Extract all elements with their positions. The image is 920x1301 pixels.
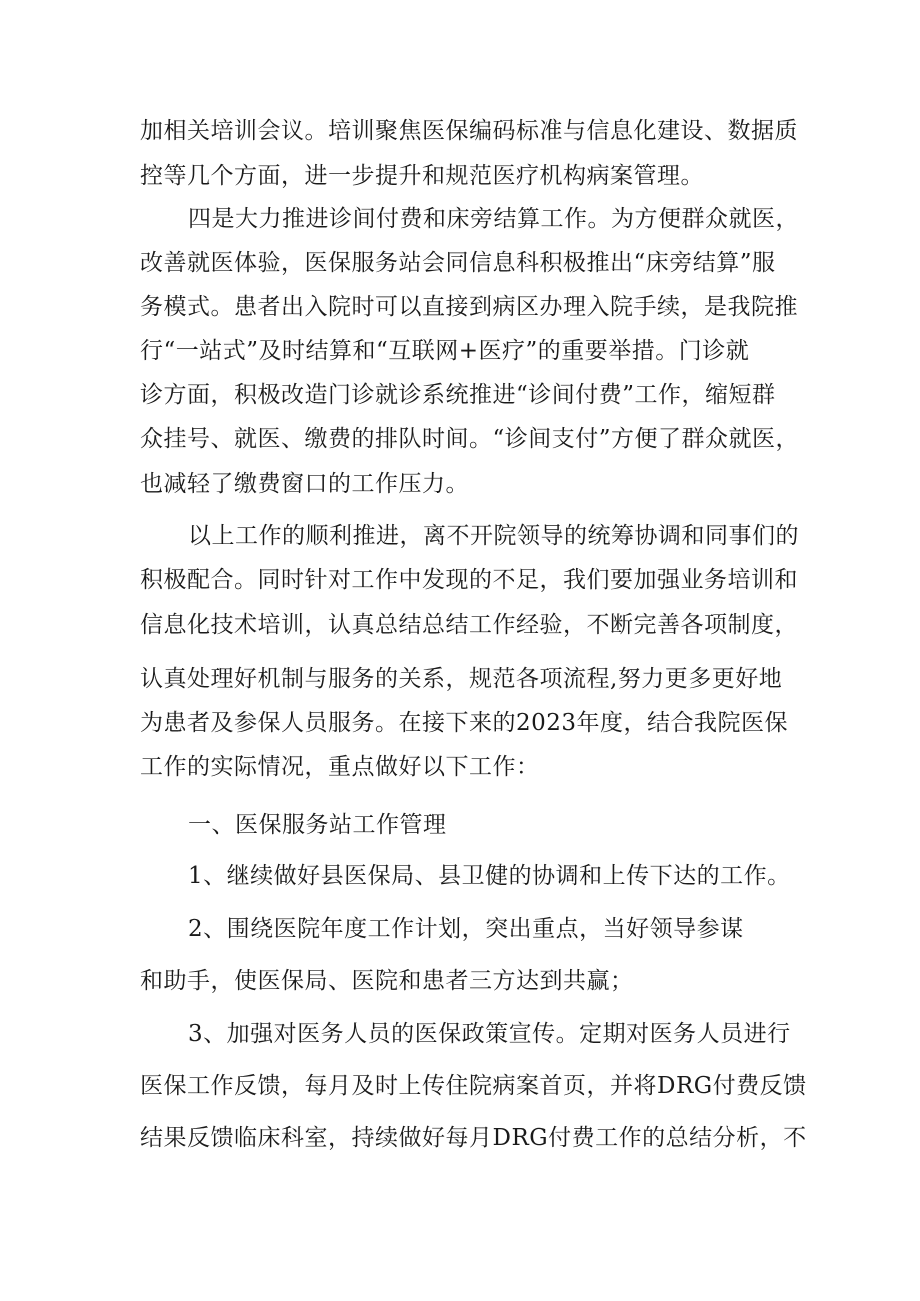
- text-line: 1、继续做好县医保局、县卫健的协调和上传下达的工作。: [188, 863, 791, 889]
- text-line: 四是大力推进诊间付费和床旁结算工作。为方便群众就医，: [188, 206, 799, 232]
- text-line: 控等几个方面，进一步提升和规范医疗机构病案管理。: [140, 163, 704, 189]
- text-line: 3、加强对医务人员的医保政策宣传。定期对医务人员进行: [188, 1021, 791, 1047]
- text-line: 众挂号、就医、缴费的排队时间。“诊间支付”方便了群众就医，: [140, 426, 800, 452]
- text-line: 认真处理好机制与服务的关系，规范各项流程,努力更多更好地: [140, 666, 783, 692]
- text-line: 诊方面，积极改造门诊就诊系统推进“诊间付费”工作，缩短群: [140, 382, 776, 408]
- text-line: 以上工作的顺利推进，离不开院领导的统筹协调和同事们的: [188, 523, 799, 549]
- text-line: 和助手，使医保局、医院和患者三方达到共赢；: [140, 968, 634, 994]
- text-line: 加相关培训会议。培训聚焦医保编码标准与信息化建设、数据质: [140, 118, 798, 144]
- text-line: 行“一站式”及时结算和“互联网+医疗”的重要举措。门诊就: [140, 338, 750, 364]
- text-line: 改善就医体验，医保服务站会同信息科积极推出“床旁结算”服: [140, 250, 776, 276]
- text-line: 信息化技术培训，认真总结总结工作经验，不断完善各项制度，: [140, 612, 798, 638]
- text-line: 为患者及参保人员服务。在接下来的2023年度，结合我院医保: [140, 710, 789, 736]
- text-line: 工作的实际情况，重点做好以下工作：: [140, 754, 540, 780]
- text-line: 积极配合。同时针对工作中发现的不足，我们要加强业务培训和: [140, 567, 798, 593]
- text-line: 也减轻了缴费窗口的工作压力。: [140, 471, 469, 497]
- text-line: 结果反馈临床科室，持续做好每月DRG付费工作的总结分析，不: [140, 1125, 807, 1151]
- text-line: 2、围绕医院年度工作计划，突出重点，当好领导参谋: [188, 916, 744, 942]
- text-line: 医保工作反馈，每月及时上传住院病案首页，并将DRG付费反馈: [140, 1073, 807, 1099]
- text-line: 务模式。患者出入院时可以直接到病区办理入院手续，是我院推: [140, 294, 798, 320]
- text-line: 一、医保服务站工作管理: [188, 812, 447, 838]
